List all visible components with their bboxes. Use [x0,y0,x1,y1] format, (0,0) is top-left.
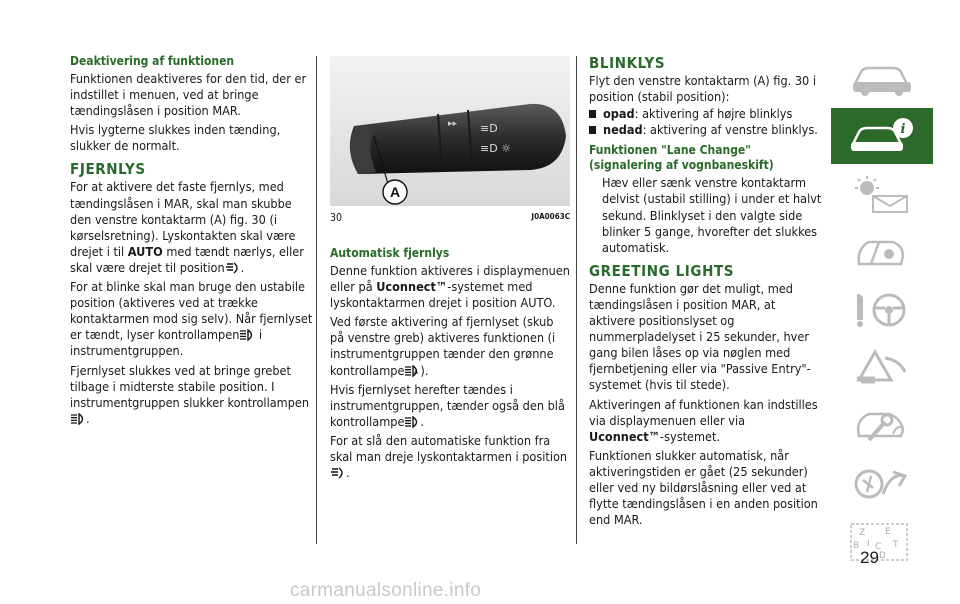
svg-text:C: C [875,542,882,552]
nav-car-overview[interactable] [831,50,933,106]
subheading-deactivation: Deaktivering af funktionen [70,54,235,68]
figure-caption [330,212,570,224]
nav-maintenance[interactable] [831,398,933,454]
svg-text:T: T [893,540,899,550]
paragraph: Hvis lygterne slukkes inden tænding, slukker de normalt. [70,122,281,154]
list-item: nedad: aktivering af venstre blinklys. [589,122,823,138]
paragraph: Funktionen slukker automatisk, når aktiveringstiden er gået (25 sekunder) eller ved ny bildørslåsning eller ved at flytte tændingslåsen i en anden position end MAR. [589,447,818,528]
index-icon [849,522,915,562]
svg-text:≡D: ≡D [480,122,498,135]
nav-safety[interactable] [831,224,933,280]
left-column [70,54,313,430]
bullet-marker [589,110,596,118]
paragraph: Denne funktion aktiveres i displaymenuen eller på Uconnect™-systemet med lyskontaktarmen drejet i position AUTO. [330,263,570,311]
paragraph: For at slå den automatiske funktion fra skal man dreje lyskontaktarmen i position. [330,432,568,481]
svg-text:i: i [900,122,906,137]
paragraph: Funktionen deaktiveres for den tid, der er indstillet i menuen, ved at bringe tændingslåsen i position MAR. [70,71,307,119]
paragraph: Flyt den venstre kontaktarm (A) fig. 30 i position (stabil position): [589,73,817,105]
section-heading-high-beam: FJERNLYS [70,160,146,179]
column-divider [316,56,317,544]
svg-text:Z: Z [859,528,866,538]
svg-text:A: A [414,368,419,376]
page-number: 29 [860,548,879,567]
car-info-icon [849,116,915,156]
list-item: opad: aktivering af højre blinklys [589,106,823,122]
nav-emergency[interactable] [831,340,933,396]
column-divider [576,56,577,544]
svg-text:I: I [867,539,870,549]
right-column [589,54,823,531]
svg-text:▸▸: ▸▸ [448,119,458,129]
paragraph: Ved første aktivering af fjernlyset (skub på venstre greb) aktiveres funktionen (i instrumentgruppen tænder den grønne kontrollampe A ). [330,314,556,378]
figure-label-a: A [389,184,401,200]
maintenance-icon [849,406,915,446]
high-beam-icon [70,413,86,425]
paragraph: For at blinke skal man bruge den ustabile position (aktiveres ved at trække kontaktarmen mod sig selv). Når fjernlyset er tændt, lyser kontrollampen i instrumentgruppen. [70,279,313,359]
low-beam-icon [330,467,346,479]
paragraph: Aktiveringen af funktionen kan indstilles via displaymenuen eller via Uconnect™-systemet. [589,396,818,444]
section-heading-greeting-lights: GREETING LIGHTS [589,261,735,280]
paragraph: Hvis fjernlyset herefter tændes i instrumentgruppen, tænder også den blå kontrollampe . [330,381,565,429]
high-beam-icon [404,416,420,428]
svg-text:≡D ☼: ≡D ☼ [480,142,512,155]
safety-icon [849,232,915,272]
watermark: carmanualsonline.info [290,580,482,601]
section-heading-turn-signals: BLINKLYS [589,54,666,72]
middle-column [330,246,570,484]
auto-high-beam-icon [404,365,420,377]
subheading-auto-high-beam: Automatisk fjernlys [330,246,450,260]
svg-text:E: E [885,527,891,537]
bullet-marker [589,126,596,134]
paragraph: Fjernlyset slukkes ved at bringe grebet tilbage i midterste stabile position. I instrumentgruppen slukker kontrollampen. [70,362,310,426]
starting-driving-icon [849,290,915,330]
subheading-lane-change: Funktionen "Lane Change" (signalering af vognbaneskift) [589,143,774,173]
paragraph: For at aktivere det faste fjernlys, med tændingslåsen i MAR, skal man skubbe den venstre kontaktarm (A) fig. 30 (i kørselsretning). Lyskontakten skal være drejet i til AUTO med tændt nærlys, eller skal være drejet til position . [70,179,304,275]
emergency-icon [849,348,915,388]
svg-text:B: B [853,541,860,551]
figure-number: 30 [330,212,343,224]
paragraph: Hæv eller sænk venstre kontaktarm delvist (ustabil stilling) i under et halvt sekund. Blinklyset i den valgte side blinker 5 gange, hvorefter det slukkes automatisk. [602,175,822,255]
paragraph: Denne funktion gør det muligt, med tændingslåsen i position MAR, at aktivere positionslyset og nummerpladelyset i 25 sekunder, hver gang bilen låses op via nøglen med fjernbetjening eller via "Passive Entry"-systemet (hvis til stede). [589,280,811,393]
specifications-icon [849,464,915,504]
svg-text:D: D [879,551,886,561]
figure-ref-code: J0A0063C [531,212,570,221]
nav-index[interactable] [831,514,933,570]
low-beam-icon [225,262,241,274]
nav-warning-lights[interactable] [831,166,933,222]
stalk-illustration [330,56,570,206]
nav-starting-driving[interactable] [831,282,933,338]
figure-stalk-photo [330,56,570,206]
nav-specifications[interactable] [831,456,933,512]
high-beam-icon [239,329,255,341]
warning-lights-icon [849,174,915,214]
nav-car-info[interactable] [831,108,933,164]
car-overview-icon [849,58,915,98]
